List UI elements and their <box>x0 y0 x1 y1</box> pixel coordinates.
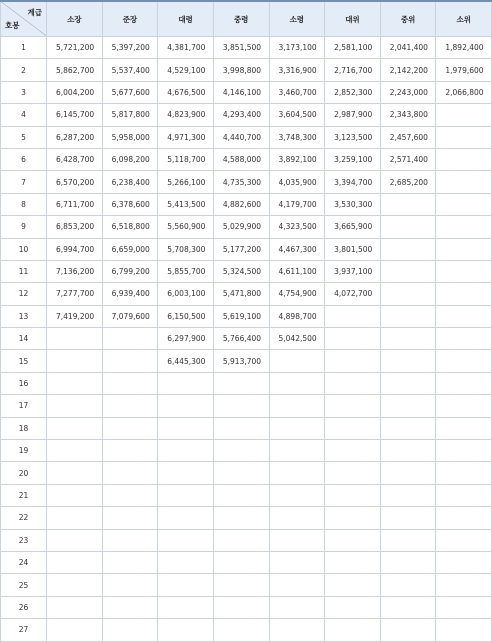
pay-amount-cell: 6,378,600 <box>102 193 158 215</box>
pay-amount-cell: 3,259,100 <box>325 148 381 170</box>
pay-amount-cell <box>213 484 269 506</box>
table-row <box>1 216 492 238</box>
pay-amount-cell <box>158 372 214 394</box>
table-row <box>1 619 492 641</box>
pay-amount-cell: 2,066,800 <box>436 81 492 103</box>
pay-amount-cell: 3,665,900 <box>325 216 381 238</box>
pay-amount-cell <box>436 395 492 417</box>
pay-amount-cell <box>436 596 492 618</box>
pay-amount-cell <box>158 574 214 596</box>
pay-amount-cell: 5,118,700 <box>158 148 214 170</box>
pay-amount-cell <box>213 551 269 573</box>
pay-amount-cell: 6,004,200 <box>47 81 103 103</box>
pay-amount-cell <box>213 395 269 417</box>
step-number-cell: 17 <box>1 395 47 417</box>
table-row <box>1 126 492 148</box>
pay-amount-cell <box>213 574 269 596</box>
table-row <box>1 260 492 282</box>
pay-amount-cell: 5,721,200 <box>47 37 103 59</box>
pay-amount-cell <box>213 462 269 484</box>
pay-amount-cell: 6,853,200 <box>47 216 103 238</box>
step-number-cell: 6 <box>1 148 47 170</box>
pay-amount-cell: 4,735,300 <box>213 171 269 193</box>
pay-amount-cell: 6,287,200 <box>47 126 103 148</box>
pay-amount-cell <box>47 484 103 506</box>
pay-amount-cell <box>158 484 214 506</box>
pay-amount-cell <box>158 596 214 618</box>
table-row <box>1 350 492 372</box>
pay-amount-cell: 3,604,500 <box>269 104 325 126</box>
pay-amount-cell: 3,123,500 <box>325 126 381 148</box>
pay-amount-cell: 4,882,600 <box>213 193 269 215</box>
pay-amount-cell: 6,003,100 <box>158 283 214 305</box>
pay-amount-cell <box>436 529 492 551</box>
pay-amount-cell: 4,467,300 <box>269 238 325 260</box>
step-number-cell: 11 <box>1 260 47 282</box>
pay-amount-cell <box>47 440 103 462</box>
table-row <box>1 305 492 327</box>
pay-amount-cell <box>47 551 103 573</box>
pay-amount-cell <box>213 507 269 529</box>
table-row <box>1 529 492 551</box>
pay-amount-cell <box>380 440 436 462</box>
pay-amount-cell <box>47 328 103 350</box>
step-number-cell: 13 <box>1 305 47 327</box>
pay-amount-cell: 2,685,200 <box>380 171 436 193</box>
pay-amount-cell: 5,677,600 <box>102 81 158 103</box>
rank-header-cell: 소위 <box>436 1 492 37</box>
pay-amount-cell <box>269 574 325 596</box>
pay-amount-cell: 3,530,300 <box>325 193 381 215</box>
step-number-cell: 21 <box>1 484 47 506</box>
pay-amount-cell <box>102 551 158 573</box>
pay-amount-cell <box>436 148 492 170</box>
pay-amount-cell <box>47 462 103 484</box>
table-row <box>1 59 492 81</box>
pay-amount-cell <box>325 305 381 327</box>
pay-amount-cell: 6,518,800 <box>102 216 158 238</box>
table-row <box>1 37 492 59</box>
pay-amount-cell: 3,892,100 <box>269 148 325 170</box>
pay-amount-cell: 3,173,100 <box>269 37 325 59</box>
pay-amount-cell <box>436 484 492 506</box>
pay-amount-cell <box>380 216 436 238</box>
pay-amount-cell <box>269 350 325 372</box>
pay-amount-cell: 4,898,700 <box>269 305 325 327</box>
step-number-cell: 27 <box>1 619 47 641</box>
pay-amount-cell <box>325 507 381 529</box>
pay-amount-cell <box>47 619 103 641</box>
pay-amount-cell: 3,851,500 <box>213 37 269 59</box>
step-number-cell: 15 <box>1 350 47 372</box>
pay-amount-cell: 2,852,300 <box>325 81 381 103</box>
pay-amount-cell: 1,892,400 <box>436 37 492 59</box>
pay-amount-cell: 6,659,000 <box>102 238 158 260</box>
pay-amount-cell <box>325 574 381 596</box>
pay-amount-cell: 4,971,300 <box>158 126 214 148</box>
rank-header-cell: 준장 <box>102 1 158 37</box>
pay-amount-cell <box>380 574 436 596</box>
pay-amount-cell <box>213 529 269 551</box>
pay-amount-cell: 4,676,500 <box>158 81 214 103</box>
table-row <box>1 551 492 573</box>
pay-amount-cell <box>436 216 492 238</box>
pay-amount-cell <box>380 551 436 573</box>
step-number-cell: 5 <box>1 126 47 148</box>
pay-amount-cell <box>436 104 492 126</box>
pay-amount-cell <box>47 596 103 618</box>
pay-amount-cell: 6,994,700 <box>47 238 103 260</box>
pay-amount-cell: 6,570,200 <box>47 171 103 193</box>
pay-amount-cell <box>325 395 381 417</box>
table-row <box>1 328 492 350</box>
pay-amount-cell <box>436 171 492 193</box>
table-row <box>1 81 492 103</box>
pay-amount-cell <box>269 417 325 439</box>
pay-amount-cell <box>380 350 436 372</box>
pay-amount-cell: 5,397,200 <box>102 37 158 59</box>
table-row <box>1 574 492 596</box>
pay-amount-cell <box>269 507 325 529</box>
step-number-cell: 19 <box>1 440 47 462</box>
pay-amount-cell <box>102 507 158 529</box>
pay-amount-cell: 5,177,200 <box>213 238 269 260</box>
rank-header-cell: 대위 <box>325 1 381 37</box>
table-row <box>1 417 492 439</box>
pay-amount-cell: 3,394,700 <box>325 171 381 193</box>
step-number-cell: 7 <box>1 171 47 193</box>
pay-amount-cell <box>269 395 325 417</box>
pay-amount-cell: 4,529,100 <box>158 59 214 81</box>
pay-amount-cell: 2,243,000 <box>380 81 436 103</box>
pay-amount-cell <box>213 372 269 394</box>
step-number-cell: 16 <box>1 372 47 394</box>
pay-amount-cell: 5,029,900 <box>213 216 269 238</box>
pay-amount-cell: 5,042,500 <box>269 328 325 350</box>
pay-amount-cell <box>325 440 381 462</box>
pay-amount-cell <box>213 440 269 462</box>
pay-amount-cell <box>102 619 158 641</box>
pay-amount-cell: 2,041,400 <box>380 37 436 59</box>
pay-amount-cell: 5,913,700 <box>213 350 269 372</box>
pay-amount-cell <box>325 551 381 573</box>
step-number-cell: 20 <box>1 462 47 484</box>
header-row <box>1 1 492 37</box>
pay-amount-cell <box>325 328 381 350</box>
step-number-cell: 3 <box>1 81 47 103</box>
pay-amount-cell: 7,079,600 <box>102 305 158 327</box>
pay-amount-cell: 5,266,100 <box>158 171 214 193</box>
pay-amount-cell <box>213 619 269 641</box>
pay-amount-cell <box>380 462 436 484</box>
pay-amount-cell <box>47 395 103 417</box>
table-header <box>1 1 492 37</box>
step-number-cell: 9 <box>1 216 47 238</box>
pay-amount-cell: 4,588,000 <box>213 148 269 170</box>
pay-amount-cell <box>47 417 103 439</box>
pay-amount-cell <box>380 395 436 417</box>
pay-amount-cell <box>269 372 325 394</box>
step-number-cell: 23 <box>1 529 47 551</box>
pay-amount-cell: 2,571,400 <box>380 148 436 170</box>
pay-amount-cell: 3,460,700 <box>269 81 325 103</box>
pay-amount-cell: 4,440,700 <box>213 126 269 148</box>
pay-amount-cell <box>269 596 325 618</box>
pay-amount-cell <box>380 372 436 394</box>
pay-amount-cell: 4,293,400 <box>213 104 269 126</box>
pay-amount-cell: 4,823,900 <box>158 104 214 126</box>
pay-amount-cell <box>436 372 492 394</box>
table-row <box>1 238 492 260</box>
pay-amount-cell <box>436 417 492 439</box>
pay-amount-cell: 2,987,900 <box>325 104 381 126</box>
pay-amount-cell: 7,419,200 <box>47 305 103 327</box>
pay-amount-cell <box>325 372 381 394</box>
pay-amount-cell <box>102 574 158 596</box>
step-number-cell: 8 <box>1 193 47 215</box>
pay-amount-cell: 2,581,100 <box>325 37 381 59</box>
pay-amount-cell: 5,537,400 <box>102 59 158 81</box>
pay-amount-cell: 5,324,500 <box>213 260 269 282</box>
pay-amount-cell: 3,316,900 <box>269 59 325 81</box>
step-axis-label: 호봉 <box>5 21 20 30</box>
pay-amount-cell <box>436 305 492 327</box>
pay-amount-cell <box>102 328 158 350</box>
pay-amount-cell <box>436 328 492 350</box>
pay-amount-cell: 4,146,100 <box>213 81 269 103</box>
pay-amount-cell: 4,035,900 <box>269 171 325 193</box>
table-row <box>1 148 492 170</box>
pay-amount-cell <box>269 462 325 484</box>
pay-amount-cell <box>380 507 436 529</box>
pay-amount-cell <box>436 193 492 215</box>
pay-amount-cell <box>380 596 436 618</box>
rank-header-cell: 대령 <box>158 1 214 37</box>
table-row <box>1 440 492 462</box>
pay-amount-cell <box>380 619 436 641</box>
pay-amount-cell: 5,817,800 <box>102 104 158 126</box>
pay-amount-cell: 3,998,800 <box>213 59 269 81</box>
pay-amount-cell <box>380 328 436 350</box>
pay-amount-cell: 7,136,200 <box>47 260 103 282</box>
pay-amount-cell: 3,748,300 <box>269 126 325 148</box>
pay-amount-cell: 6,939,400 <box>102 283 158 305</box>
pay-amount-cell: 4,072,700 <box>325 283 381 305</box>
pay-amount-cell <box>269 484 325 506</box>
pay-amount-cell <box>269 551 325 573</box>
table-row <box>1 395 492 417</box>
pay-amount-cell <box>269 529 325 551</box>
step-number-cell: 22 <box>1 507 47 529</box>
corner-header-cell <box>1 1 47 37</box>
rank-header-cell: 중령 <box>213 1 269 37</box>
pay-amount-cell <box>47 529 103 551</box>
pay-amount-cell <box>380 193 436 215</box>
pay-amount-cell <box>158 462 214 484</box>
table-row <box>1 104 492 126</box>
pay-amount-cell <box>213 417 269 439</box>
pay-amount-cell: 5,855,700 <box>158 260 214 282</box>
table-row <box>1 596 492 618</box>
pay-amount-cell: 5,619,100 <box>213 305 269 327</box>
table-row <box>1 372 492 394</box>
pay-amount-cell: 6,098,200 <box>102 148 158 170</box>
step-number-cell: 24 <box>1 551 47 573</box>
pay-amount-cell <box>102 372 158 394</box>
pay-amount-cell: 5,471,800 <box>213 283 269 305</box>
pay-amount-cell: 2,343,800 <box>380 104 436 126</box>
pay-amount-cell <box>436 574 492 596</box>
pay-amount-cell <box>158 529 214 551</box>
pay-amount-cell: 4,754,900 <box>269 283 325 305</box>
pay-amount-cell <box>325 529 381 551</box>
pay-amount-cell <box>380 283 436 305</box>
pay-amount-cell: 5,958,000 <box>102 126 158 148</box>
pay-amount-cell <box>436 238 492 260</box>
pay-amount-cell <box>102 350 158 372</box>
pay-amount-cell <box>47 507 103 529</box>
pay-amount-cell <box>380 484 436 506</box>
pay-amount-cell <box>158 440 214 462</box>
table-row <box>1 193 492 215</box>
table-row <box>1 484 492 506</box>
pay-amount-cell: 4,179,700 <box>269 193 325 215</box>
pay-amount-cell: 5,862,700 <box>47 59 103 81</box>
pay-amount-cell: 2,457,600 <box>380 126 436 148</box>
step-number-cell: 18 <box>1 417 47 439</box>
pay-amount-cell <box>158 417 214 439</box>
step-number-cell: 10 <box>1 238 47 260</box>
table-row <box>1 462 492 484</box>
pay-amount-cell <box>325 417 381 439</box>
pay-amount-cell <box>269 440 325 462</box>
pay-amount-cell: 4,323,500 <box>269 216 325 238</box>
pay-amount-cell <box>102 484 158 506</box>
step-number-cell: 2 <box>1 59 47 81</box>
pay-amount-cell: 4,381,700 <box>158 37 214 59</box>
step-number-cell: 12 <box>1 283 47 305</box>
pay-amount-cell <box>325 462 381 484</box>
table-body <box>1 37 492 642</box>
pay-amount-cell: 5,560,900 <box>158 216 214 238</box>
pay-amount-cell <box>213 596 269 618</box>
pay-amount-cell <box>325 484 381 506</box>
pay-amount-cell <box>380 417 436 439</box>
pay-amount-cell <box>436 283 492 305</box>
pay-amount-cell <box>102 440 158 462</box>
pay-amount-cell <box>325 619 381 641</box>
pay-amount-cell <box>436 462 492 484</box>
pay-amount-cell: 5,413,500 <box>158 193 214 215</box>
pay-amount-cell: 5,766,400 <box>213 328 269 350</box>
pay-amount-cell <box>102 529 158 551</box>
pay-amount-cell <box>47 372 103 394</box>
pay-amount-cell <box>436 507 492 529</box>
rank-axis-label: 계급 <box>27 8 42 17</box>
pay-amount-cell: 6,711,700 <box>47 193 103 215</box>
pay-amount-cell <box>47 574 103 596</box>
pay-amount-cell <box>325 596 381 618</box>
pay-amount-cell <box>436 350 492 372</box>
pay-amount-cell <box>269 619 325 641</box>
pay-amount-cell <box>436 440 492 462</box>
pay-amount-cell <box>380 238 436 260</box>
pay-amount-cell <box>102 417 158 439</box>
pay-amount-cell <box>102 462 158 484</box>
pay-amount-cell <box>325 350 381 372</box>
pay-amount-cell: 3,801,500 <box>325 238 381 260</box>
pay-amount-cell <box>436 260 492 282</box>
pay-amount-cell: 6,238,400 <box>102 171 158 193</box>
rank-header-cell: 소장 <box>47 1 103 37</box>
step-number-cell: 25 <box>1 574 47 596</box>
step-number-cell: 14 <box>1 328 47 350</box>
rank-header-cell: 소령 <box>269 1 325 37</box>
pay-amount-cell <box>102 596 158 618</box>
pay-amount-cell <box>380 305 436 327</box>
step-number-cell: 4 <box>1 104 47 126</box>
pay-amount-cell <box>158 507 214 529</box>
pay-amount-cell: 6,428,700 <box>47 148 103 170</box>
rank-header-cell: 중위 <box>380 1 436 37</box>
pay-amount-cell: 6,445,300 <box>158 350 214 372</box>
pay-amount-cell: 6,150,500 <box>158 305 214 327</box>
pay-amount-cell <box>436 619 492 641</box>
pay-amount-cell: 7,277,700 <box>47 283 103 305</box>
pay-amount-cell: 1,979,600 <box>436 59 492 81</box>
pay-amount-cell: 2,716,700 <box>325 59 381 81</box>
pay-amount-cell: 3,937,100 <box>325 260 381 282</box>
pay-amount-cell: 6,297,900 <box>158 328 214 350</box>
pay-amount-cell: 2,142,200 <box>380 59 436 81</box>
pay-amount-cell <box>158 619 214 641</box>
table-row <box>1 283 492 305</box>
pay-amount-cell <box>380 260 436 282</box>
pay-amount-cell <box>158 395 214 417</box>
pay-amount-cell <box>380 529 436 551</box>
step-number-cell: 26 <box>1 596 47 618</box>
pay-amount-cell <box>436 126 492 148</box>
pay-amount-cell <box>102 395 158 417</box>
pay-amount-cell: 6,145,700 <box>47 104 103 126</box>
pay-amount-cell <box>436 551 492 573</box>
pay-amount-cell: 4,611,100 <box>269 260 325 282</box>
pay-amount-cell: 5,708,300 <box>158 238 214 260</box>
step-number-cell: 1 <box>1 37 47 59</box>
table-row <box>1 171 492 193</box>
table-row <box>1 507 492 529</box>
pay-amount-cell: 6,799,200 <box>102 260 158 282</box>
pay-amount-cell <box>47 350 103 372</box>
pay-amount-cell <box>158 551 214 573</box>
